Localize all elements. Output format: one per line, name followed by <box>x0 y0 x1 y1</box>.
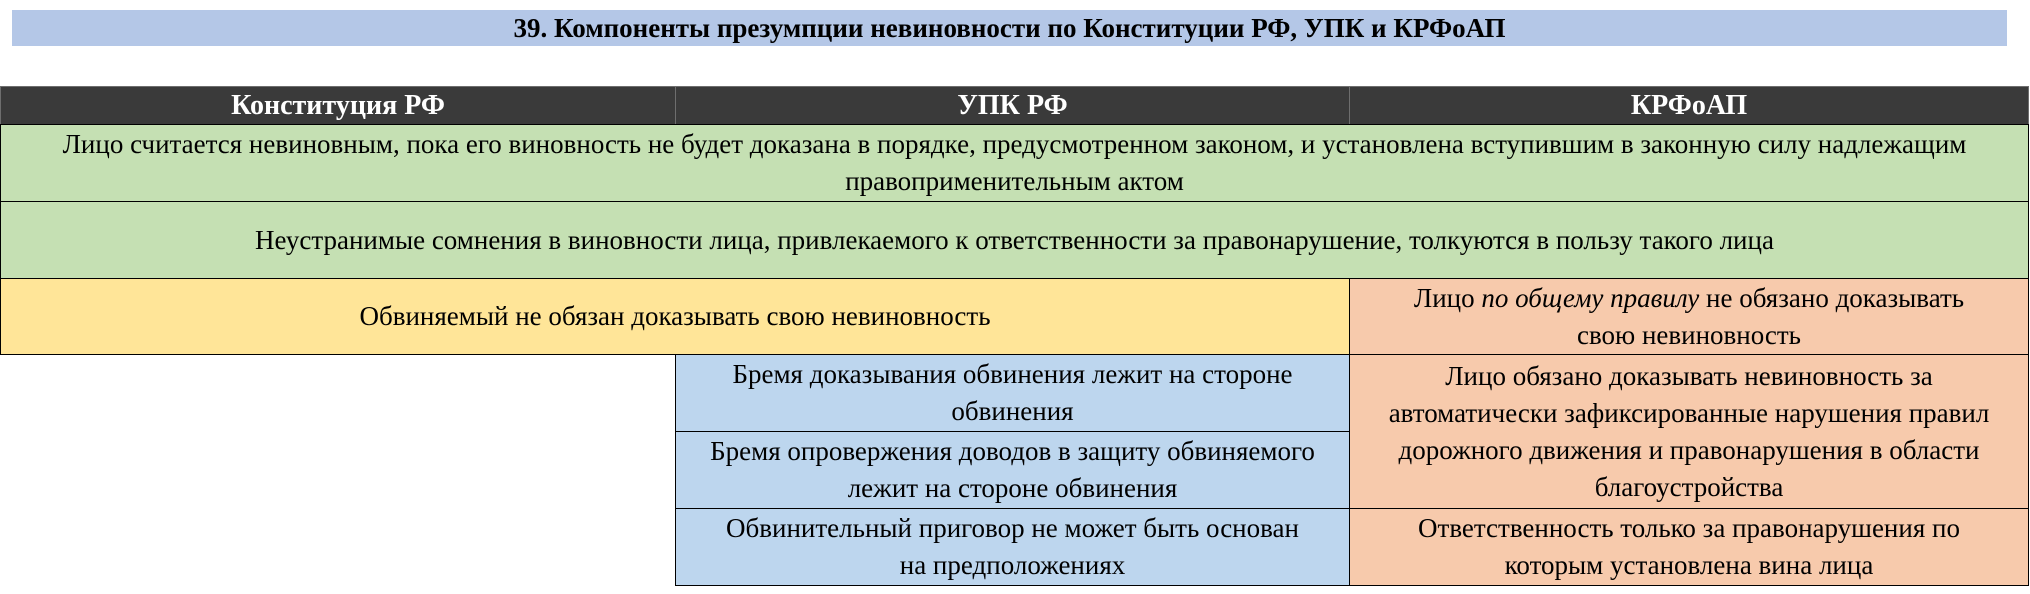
upk-burden-of-proof: Бремя доказывания обвинения лежит на стороне обвинения <box>675 354 1350 432</box>
koap-general-rule-text: Лицо по общему правилу не обязано доказывать свою невиновность <box>1413 282 1965 350</box>
upk-no-assumptions: Обвинительный приговор не может быть основан на предположениях <box>675 508 1350 586</box>
row-doubts: Неустранимые сомнения в виновности лица, привлекаемого к ответственности за правонарушение, толкуются в пользу такого лица <box>0 201 2029 279</box>
row-innocence: Лицо считается невиновным, пока его виновность не будет доказана в порядке, предусмотренном законом, и установлена вступившим в законную силу надлежащим правоприменительным актом <box>0 124 2029 202</box>
header-koap: КРФоАП <box>1349 86 2029 125</box>
header-constitution: Конституция РФ <box>0 86 676 125</box>
page-title: 39. Компоненты презумпции невиновности по Конституции РФ, УПК и КРФоАП <box>12 10 2007 46</box>
koap-guilt-established: Ответственность только за правонарушения по которым установлена вина лица <box>1349 508 2029 586</box>
koap-automatic-fixation: Лицо обязано доказывать невиновность за автоматически зафиксированные нарушения правил дорожного движения и правонарушения в области благоустройства <box>1349 354 2029 509</box>
header-upk: УПК РФ <box>675 86 1350 125</box>
koap-general-rule <box>1349 278 2029 355</box>
upk-burden-of-rebuttal: Бремя опровержения доводов в защиту обвиняемого лежит на стороне обвинения <box>675 431 1350 509</box>
row-no-duty-to-prove: Обвиняемый не обязан доказывать свою невиновность <box>0 278 1350 355</box>
